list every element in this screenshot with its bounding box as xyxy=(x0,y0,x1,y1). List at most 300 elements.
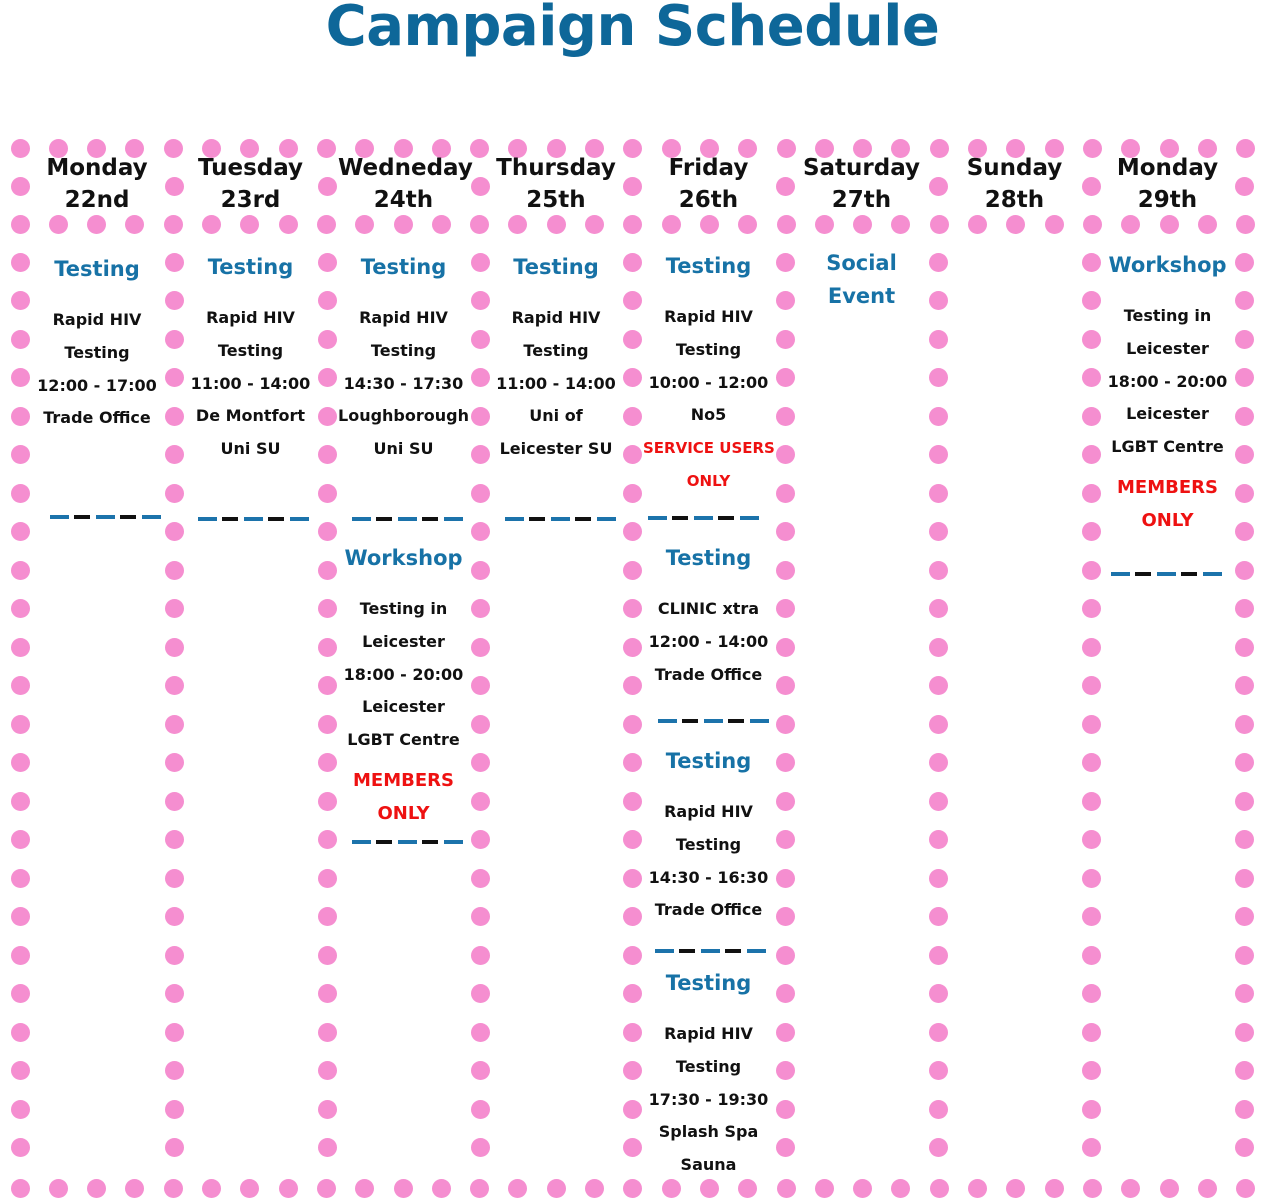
dot xyxy=(165,869,184,888)
event-detail: 11:00 - 14:00 xyxy=(496,373,616,393)
dot xyxy=(776,407,795,426)
dot xyxy=(1121,1179,1140,1198)
day-header xyxy=(643,152,774,216)
day-name: Sunday xyxy=(966,155,1063,181)
event-title: Testing xyxy=(360,255,447,279)
dot xyxy=(1235,1138,1254,1157)
dot xyxy=(471,907,490,926)
dot xyxy=(623,792,642,811)
dot xyxy=(202,215,221,234)
dot xyxy=(1082,1138,1101,1157)
dot xyxy=(1235,522,1254,541)
dot xyxy=(164,139,183,158)
dot xyxy=(1082,1061,1101,1080)
dot xyxy=(165,522,184,541)
dot xyxy=(623,445,642,464)
dot xyxy=(318,407,337,426)
dot xyxy=(776,177,795,196)
dot xyxy=(165,715,184,734)
dot xyxy=(623,177,642,196)
dot xyxy=(318,638,337,657)
day-header xyxy=(491,152,621,216)
event-detail: Leicester xyxy=(362,631,445,651)
dot xyxy=(49,1179,68,1198)
dot xyxy=(776,984,795,1003)
dot xyxy=(777,139,796,158)
dot xyxy=(1082,330,1101,349)
dot xyxy=(165,561,184,580)
dot xyxy=(471,445,490,464)
dot xyxy=(929,792,948,811)
dot xyxy=(508,1179,527,1198)
dot xyxy=(165,445,184,464)
dot xyxy=(1235,907,1254,926)
dot xyxy=(776,869,795,888)
dot xyxy=(1235,291,1254,310)
event-detail: Leicester xyxy=(362,697,445,717)
dot xyxy=(776,330,795,349)
dot xyxy=(623,907,642,926)
dot xyxy=(471,946,490,965)
dot xyxy=(432,215,451,234)
day-name: Monday xyxy=(1116,155,1219,181)
dot xyxy=(471,753,490,772)
dot xyxy=(11,1023,30,1042)
dot xyxy=(317,1179,336,1198)
event-detail: Sauna xyxy=(680,1155,737,1175)
dot xyxy=(318,946,337,965)
dot xyxy=(318,907,337,926)
dot xyxy=(470,215,489,234)
day-header xyxy=(1102,152,1233,216)
dot xyxy=(1198,1179,1217,1198)
dot xyxy=(318,753,337,772)
event-detail: Rapid HIV xyxy=(664,307,753,326)
dot xyxy=(929,445,948,464)
event-title: Testing xyxy=(665,971,752,995)
dot xyxy=(165,907,184,926)
dot xyxy=(929,522,948,541)
dot xyxy=(929,599,948,618)
dot xyxy=(318,177,337,196)
dot xyxy=(49,215,68,234)
dot xyxy=(471,522,490,541)
event-detail: Rapid HIV xyxy=(52,310,142,329)
dot xyxy=(1236,139,1255,158)
dot xyxy=(1235,984,1254,1003)
event-block xyxy=(1102,249,1233,538)
event-detail: 18:00 - 20:00 xyxy=(1107,371,1228,391)
event-title: Testing xyxy=(513,255,599,279)
dot xyxy=(240,1179,259,1198)
dot xyxy=(1082,946,1101,965)
dot xyxy=(165,676,184,695)
dashed-separator xyxy=(648,516,760,520)
event-block xyxy=(796,247,927,313)
dot xyxy=(623,830,642,849)
dot xyxy=(1082,676,1101,695)
dot xyxy=(547,1179,566,1198)
dot xyxy=(776,753,795,772)
dot xyxy=(776,561,795,580)
dot xyxy=(11,291,30,310)
dot xyxy=(929,330,948,349)
dot xyxy=(318,291,337,310)
dot xyxy=(930,215,949,234)
dot xyxy=(471,484,490,503)
event-detail: LGBT Centre xyxy=(347,730,460,750)
event-detail: Leicester SU xyxy=(499,439,613,459)
dot xyxy=(929,1061,948,1080)
day-name: Friday xyxy=(668,155,749,181)
dot xyxy=(623,484,642,503)
event-title: Social xyxy=(826,251,897,275)
dot xyxy=(1083,139,1102,158)
dot xyxy=(929,715,948,734)
dot xyxy=(929,368,948,387)
dot xyxy=(1235,368,1254,387)
dot xyxy=(776,715,795,734)
event-detail: CLINIC xtra xyxy=(657,599,760,618)
dot xyxy=(777,1179,796,1198)
dot xyxy=(929,676,948,695)
dot xyxy=(1082,368,1101,387)
event-title: Testing xyxy=(207,255,294,279)
dot xyxy=(165,484,184,503)
dot xyxy=(165,1023,184,1042)
dot xyxy=(165,291,184,310)
dot xyxy=(165,1061,184,1080)
dot xyxy=(318,330,337,349)
dot xyxy=(1235,561,1254,580)
dot xyxy=(623,215,642,234)
event-detail: Testing xyxy=(217,340,284,360)
dot xyxy=(11,445,30,464)
event-detail: Testing xyxy=(675,1056,742,1076)
dot xyxy=(11,561,30,580)
dot xyxy=(1082,638,1101,657)
event-detail: Trade Office xyxy=(654,900,763,920)
event-detail: Uni SU xyxy=(220,439,281,459)
dot xyxy=(623,253,642,272)
dot xyxy=(165,830,184,849)
dot xyxy=(165,946,184,965)
access-note: ONLY xyxy=(686,471,731,490)
dot xyxy=(623,869,642,888)
dot xyxy=(623,599,642,618)
event-block xyxy=(31,253,163,435)
dot xyxy=(317,215,336,234)
event-detail: 12:00 - 17:00 xyxy=(37,375,157,395)
dot xyxy=(11,1138,30,1157)
dot xyxy=(471,638,490,657)
dot xyxy=(776,830,795,849)
day-date: 29th xyxy=(1137,187,1198,213)
dot xyxy=(929,291,948,310)
dot xyxy=(929,1138,948,1157)
dot xyxy=(930,1179,949,1198)
event-detail: 18:00 - 20:00 xyxy=(343,664,464,684)
dot xyxy=(968,215,987,234)
dot xyxy=(11,368,30,387)
dot xyxy=(623,291,642,310)
dot xyxy=(165,638,184,657)
dot xyxy=(776,291,795,310)
dot xyxy=(279,1179,298,1198)
dot xyxy=(776,445,795,464)
dot xyxy=(1082,830,1101,849)
event-detail: 14:30 - 16:30 xyxy=(648,867,769,887)
dot xyxy=(165,792,184,811)
event-detail: Uni of xyxy=(529,406,583,426)
dot xyxy=(318,561,337,580)
day-header xyxy=(338,152,473,216)
dot xyxy=(776,484,795,503)
dot xyxy=(929,830,948,849)
dot xyxy=(165,753,184,772)
event-detail: Rapid HIV xyxy=(664,802,753,821)
event-block xyxy=(491,251,621,466)
dot xyxy=(929,907,948,926)
dot xyxy=(776,946,795,965)
dot xyxy=(355,215,374,234)
dot xyxy=(776,792,795,811)
dot xyxy=(165,177,184,196)
dot xyxy=(11,715,30,734)
dot xyxy=(318,715,337,734)
dot xyxy=(776,368,795,387)
event-block xyxy=(338,542,469,831)
dot xyxy=(470,1179,489,1198)
dot xyxy=(1082,1023,1101,1042)
dot xyxy=(776,638,795,657)
dot xyxy=(1235,407,1254,426)
dot xyxy=(776,676,795,695)
dot xyxy=(1083,215,1102,234)
event-block xyxy=(643,542,774,691)
event-block xyxy=(338,251,469,466)
dot xyxy=(929,869,948,888)
dashed-separator xyxy=(198,517,310,521)
dot xyxy=(776,253,795,272)
dot xyxy=(1235,484,1254,503)
dashed-separator xyxy=(658,719,770,723)
event-block xyxy=(643,745,774,927)
dot xyxy=(471,1138,490,1157)
day-date: 22nd xyxy=(64,187,130,213)
dot xyxy=(471,715,490,734)
dot xyxy=(623,368,642,387)
dot xyxy=(471,676,490,695)
dot xyxy=(853,215,872,234)
dot xyxy=(165,1138,184,1157)
dot xyxy=(1083,1179,1102,1198)
dot xyxy=(891,215,910,234)
dot xyxy=(471,291,490,310)
day-date: 24th xyxy=(373,187,434,213)
dot xyxy=(165,330,184,349)
dot xyxy=(165,253,184,272)
dot xyxy=(623,407,642,426)
dot xyxy=(1235,253,1254,272)
event-detail: 17:30 - 19:30 xyxy=(648,1089,769,1109)
event-detail: Rapid HIV xyxy=(511,308,601,327)
dot xyxy=(318,368,337,387)
event-title: Testing xyxy=(665,749,752,773)
event-block xyxy=(643,250,774,498)
dot xyxy=(432,1179,451,1198)
event-detail: 10:00 - 12:00 xyxy=(648,372,769,392)
event-detail: No5 xyxy=(690,405,727,425)
dot xyxy=(929,1023,948,1042)
access-note: MEMBERS xyxy=(353,769,454,791)
dot xyxy=(929,407,948,426)
event-title: Testing xyxy=(54,257,140,281)
day-name: Thursday xyxy=(496,155,616,181)
dot xyxy=(1235,177,1254,196)
dot xyxy=(623,561,642,580)
day-date: 27th xyxy=(831,187,892,213)
dot xyxy=(11,330,30,349)
dot xyxy=(1082,1100,1101,1119)
event-detail: Testing xyxy=(675,339,742,359)
dot xyxy=(929,1100,948,1119)
dot xyxy=(11,869,30,888)
dot xyxy=(1082,984,1101,1003)
dot xyxy=(1082,407,1101,426)
event-block xyxy=(185,251,316,466)
page-title: Campaign Schedule xyxy=(325,0,940,59)
dot xyxy=(929,753,948,772)
event-detail: Splash Spa xyxy=(658,1122,759,1142)
dot xyxy=(1082,599,1101,618)
event-detail: 11:00 - 14:00 xyxy=(190,373,311,393)
dot xyxy=(11,484,30,503)
dot xyxy=(87,1179,106,1198)
dot xyxy=(623,1179,642,1198)
dot xyxy=(1082,291,1101,310)
dot xyxy=(165,599,184,618)
dot xyxy=(929,484,948,503)
dot xyxy=(318,869,337,888)
dot xyxy=(11,1179,30,1198)
day-name: Monday xyxy=(46,155,148,181)
dot xyxy=(164,1179,183,1198)
dot xyxy=(11,1100,30,1119)
dot xyxy=(815,215,834,234)
dot xyxy=(547,215,566,234)
event-detail: Testing in xyxy=(1123,306,1212,325)
day-date: 23rd xyxy=(220,187,281,213)
event-detail: Testing xyxy=(64,342,130,362)
dot xyxy=(738,215,757,234)
dot xyxy=(165,368,184,387)
dot xyxy=(318,984,337,1003)
dot xyxy=(1236,1179,1255,1198)
dot xyxy=(471,368,490,387)
dot xyxy=(11,139,30,158)
dot xyxy=(776,522,795,541)
dashed-separator xyxy=(505,517,617,521)
dot xyxy=(929,638,948,657)
dot xyxy=(929,253,948,272)
dot xyxy=(11,1061,30,1080)
event-detail: Rapid HIV xyxy=(206,308,295,327)
dot xyxy=(11,599,30,618)
day-header xyxy=(796,152,927,216)
day-name: Wedneday xyxy=(338,155,473,181)
dashed-separator xyxy=(50,515,162,519)
dot xyxy=(853,1179,872,1198)
access-note: ONLY xyxy=(1141,509,1194,531)
dot xyxy=(471,984,490,1003)
dot xyxy=(1121,215,1140,234)
dot xyxy=(471,830,490,849)
dot xyxy=(623,1138,642,1157)
dot xyxy=(1082,522,1101,541)
dot xyxy=(623,1023,642,1042)
dot xyxy=(1160,1179,1179,1198)
dashed-separator xyxy=(352,517,464,521)
dot xyxy=(777,215,796,234)
dot xyxy=(164,215,183,234)
dot xyxy=(202,1179,221,1198)
dot xyxy=(317,139,336,158)
dot xyxy=(1082,907,1101,926)
dot xyxy=(891,1179,910,1198)
dot xyxy=(929,561,948,580)
dot xyxy=(318,1100,337,1119)
dot xyxy=(623,715,642,734)
dot xyxy=(623,522,642,541)
dot xyxy=(623,1061,642,1080)
dot xyxy=(1006,215,1025,234)
dot xyxy=(471,177,490,196)
dot xyxy=(1006,1179,1025,1198)
dot xyxy=(471,1100,490,1119)
dot xyxy=(662,215,681,234)
dot xyxy=(1082,177,1101,196)
dashed-separator xyxy=(352,840,464,844)
day-header xyxy=(31,152,163,216)
dot xyxy=(471,792,490,811)
event-detail: Loughborough xyxy=(338,406,469,426)
event-title: Testing xyxy=(665,546,752,570)
day-date: 28th xyxy=(984,187,1045,213)
dot xyxy=(929,177,948,196)
dot xyxy=(1235,330,1254,349)
dot xyxy=(1235,830,1254,849)
dot xyxy=(394,215,413,234)
dot xyxy=(930,139,949,158)
event-title: Workshop xyxy=(1108,253,1227,277)
dot xyxy=(1235,715,1254,734)
dot xyxy=(471,253,490,272)
dot xyxy=(318,792,337,811)
access-note: MEMBERS xyxy=(1117,476,1218,498)
dot xyxy=(11,946,30,965)
dot xyxy=(1082,561,1101,580)
dot xyxy=(968,1179,987,1198)
dot xyxy=(1198,215,1217,234)
dot xyxy=(1235,638,1254,657)
dot xyxy=(471,407,490,426)
dashed-separator xyxy=(1111,572,1223,576)
dot xyxy=(623,1100,642,1119)
event-detail: Testing xyxy=(370,340,437,360)
event-detail: Trade Office xyxy=(43,408,151,428)
dot xyxy=(1235,1100,1254,1119)
